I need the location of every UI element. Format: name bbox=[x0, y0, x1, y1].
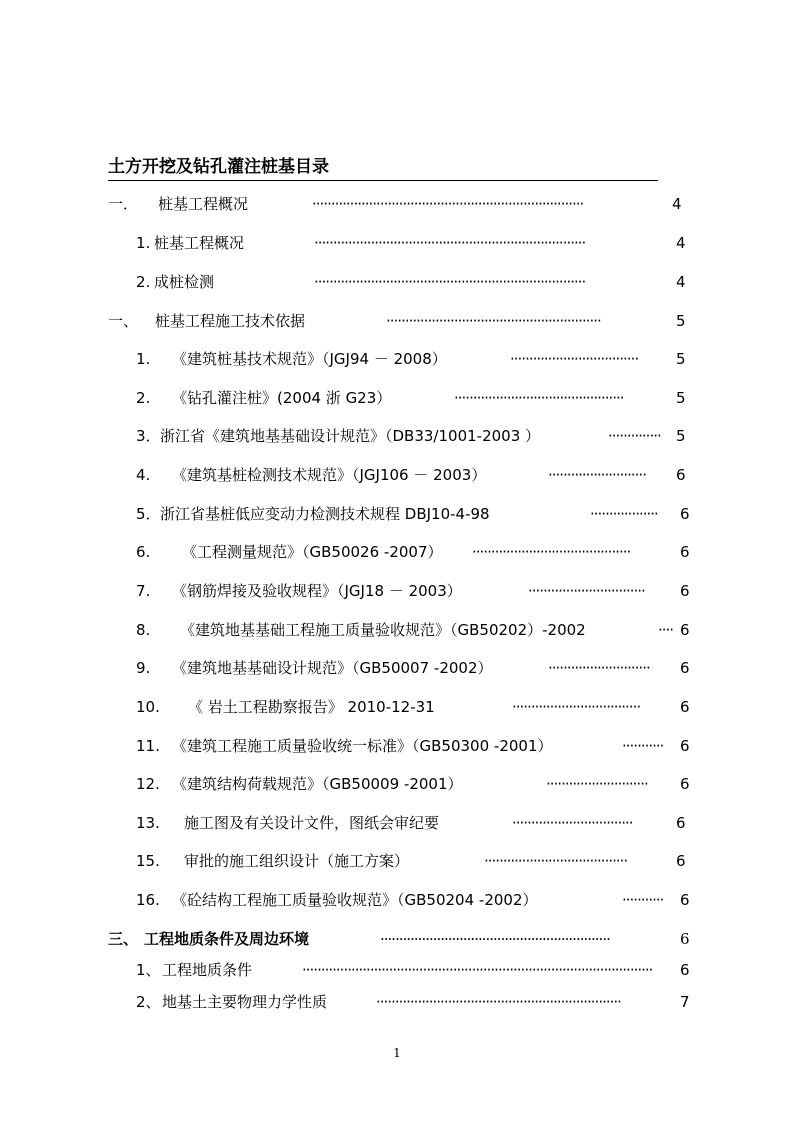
entry-title: 《 岩土工程勘察报告》 2010-12-31 bbox=[188, 698, 435, 716]
entry-title: 桩基工程概况 bbox=[154, 234, 245, 252]
entry-page: 5 bbox=[676, 427, 686, 445]
leader-dots: ········································································ bbox=[312, 195, 584, 213]
entry-title: 《建筑基桩检测技术规范》（JGJ106 － 2003） bbox=[172, 466, 487, 484]
entry-number: 5． bbox=[136, 505, 161, 523]
entry-title: 成桩检测 bbox=[154, 273, 215, 291]
entry-number: 一、 bbox=[108, 312, 139, 330]
entry-title: 《钻孔灌注桩》(2004 浙 G23） bbox=[172, 389, 392, 407]
entry-title: 《工程测量规范》（GB50026 -2007） bbox=[182, 543, 443, 561]
entry-number: 2. bbox=[136, 389, 151, 407]
entry-title: 工程地质条件 bbox=[162, 961, 253, 979]
entry-page: 6 bbox=[676, 852, 686, 870]
entry-page: 6 bbox=[680, 543, 690, 561]
leader-dots: ········································································ bbox=[314, 234, 586, 252]
entry-title: 审批的施工组织设计（施工方案） bbox=[184, 852, 410, 870]
entry-number: 16. bbox=[136, 891, 160, 909]
entry-title: 《建筑结构荷载规范》（GB50009 -2001） bbox=[172, 775, 463, 793]
entry-page: 5 bbox=[676, 350, 686, 368]
entry-page: 6 bbox=[680, 621, 690, 639]
entry-title: 桩基工程概况 bbox=[158, 195, 249, 213]
entry-page: 6 bbox=[680, 698, 690, 716]
entry-page: 6 bbox=[680, 891, 690, 909]
entry-number: 2、 bbox=[136, 993, 161, 1011]
leader-dots: ·················· bbox=[590, 505, 658, 523]
entry-title: 《建筑地基基础设计规范》（GB50007 -2002） bbox=[172, 659, 493, 677]
entry-number: 10. bbox=[136, 698, 160, 716]
entry-number: 8. bbox=[136, 621, 151, 639]
leader-dots: ············································· bbox=[454, 389, 624, 407]
entry-number: 4. bbox=[136, 466, 151, 484]
leader-dots: ································································· bbox=[376, 993, 621, 1011]
entry-number: 3． bbox=[136, 427, 161, 445]
entry-title: 《建筑地基基础工程施工质量验收规范》（GB50202）-2002 bbox=[180, 621, 586, 639]
leader-dots: ··························· bbox=[548, 659, 650, 677]
leader-dots: ·································· bbox=[512, 698, 641, 716]
entry-page: 6 bbox=[680, 775, 690, 793]
entry-title: 浙江省基桩低应变动力检测技术规程 DBJ10-4-98 bbox=[160, 505, 490, 523]
entry-title: 施工图及有关设计文件，图纸会审纪要 bbox=[184, 814, 440, 832]
entry-number: 2. bbox=[136, 273, 151, 291]
entry-page: 6 bbox=[680, 582, 690, 600]
entry-page: 6 bbox=[676, 814, 686, 832]
entry-number: 15. bbox=[136, 852, 160, 870]
entry-number: 1. bbox=[136, 234, 151, 252]
entry-title: 《建筑工程施工质量验收统一标准》（GB50300 -2001） bbox=[172, 737, 553, 755]
entry-page: 6 bbox=[680, 961, 690, 979]
entry-page: 6 bbox=[680, 930, 690, 948]
entry-number: 9. bbox=[136, 659, 151, 677]
leader-dots: ··········· bbox=[622, 737, 664, 755]
entry-title: 桩基工程施工技术依据 bbox=[155, 312, 306, 330]
entry-number: 三、 bbox=[108, 930, 139, 948]
leader-dots: ·············· bbox=[608, 427, 661, 445]
entry-page: 4 bbox=[676, 234, 686, 252]
entry-title: 《钢筋焊接及验收规程》（JGJ18 － 2003） bbox=[172, 582, 462, 600]
entry-number: 1. bbox=[136, 350, 151, 368]
title-underline bbox=[108, 180, 658, 181]
leader-dots: ··························· bbox=[546, 775, 648, 793]
leader-dots: ····························································· bbox=[380, 930, 610, 948]
leader-dots: ········································································ bbox=[314, 273, 586, 291]
leader-dots: ···· bbox=[658, 621, 674, 639]
entry-number: 11. bbox=[136, 737, 160, 755]
entry-number: 13. bbox=[136, 814, 160, 832]
entry-number: 一． bbox=[108, 195, 139, 213]
entry-number: 12. bbox=[136, 775, 160, 793]
leader-dots: ························································· bbox=[386, 312, 601, 330]
entry-page: 6 bbox=[676, 466, 686, 484]
leader-dots: ····························································································· bbox=[302, 961, 653, 979]
page-title: 土方开挖及钻孔灌注桩基目录 bbox=[108, 157, 329, 177]
entry-page: 5 bbox=[676, 389, 686, 407]
entry-page: 6 bbox=[680, 659, 690, 677]
entry-number: 1、 bbox=[136, 961, 161, 979]
entry-page: 6 bbox=[680, 505, 690, 523]
entry-page: 4 bbox=[676, 273, 686, 291]
entry-number: 6. bbox=[136, 543, 151, 561]
entry-page: 6 bbox=[680, 737, 690, 755]
entry-page: 5 bbox=[676, 312, 686, 330]
leader-dots: ·································· bbox=[510, 350, 639, 368]
entry-page: 4 bbox=[672, 195, 682, 213]
page-number-footer: 1 bbox=[393, 1046, 401, 1060]
entry-title: 浙江省《建筑地基基础设计规范》（DB33/1001-2003 ） bbox=[160, 427, 541, 445]
leader-dots: ································ bbox=[512, 814, 633, 832]
entry-page: 7 bbox=[680, 993, 690, 1011]
entry-number: 7. bbox=[136, 582, 151, 600]
entry-title: 地基土主要物理力学性质 bbox=[162, 993, 328, 1011]
leader-dots: ······································ bbox=[484, 852, 628, 870]
leader-dots: ······························· bbox=[528, 582, 645, 600]
leader-dots: ·········································· bbox=[472, 543, 631, 561]
leader-dots: ··········· bbox=[622, 891, 664, 909]
entry-title: 《砼结构工程施工质量验收规范》（GB50204 -2002） bbox=[172, 891, 538, 909]
entry-title: 工程地质条件及周边环境 bbox=[144, 930, 310, 948]
leader-dots: ·························· bbox=[548, 466, 646, 484]
entry-title: 《建筑桩基技术规范》（JGJ94 － 2008） bbox=[172, 350, 447, 368]
